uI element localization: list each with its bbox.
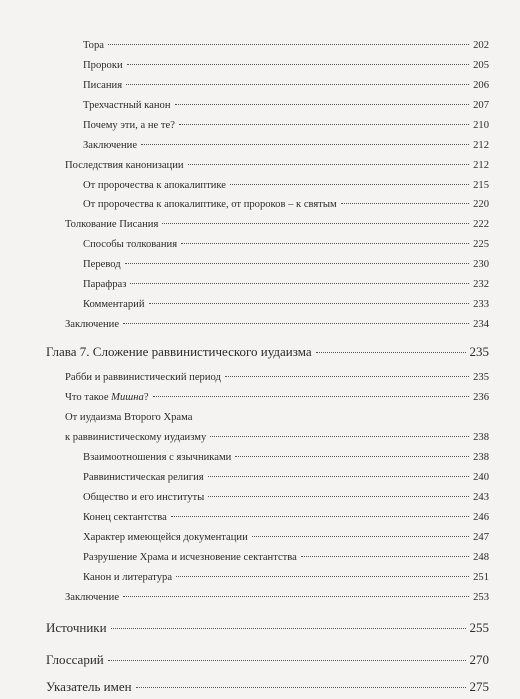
toc-entry-page: 238	[473, 452, 489, 463]
leader-dots	[141, 144, 469, 145]
toc-entry	[65, 432, 489, 443]
toc-entry	[83, 492, 489, 503]
leader-dots	[126, 84, 469, 85]
toc-entry	[65, 219, 489, 230]
leader-dots	[123, 596, 469, 597]
toc-entry	[83, 40, 489, 51]
toc-entry-page: 210	[473, 120, 489, 131]
toc-entry-page: 246	[473, 512, 489, 523]
leader-dots	[316, 352, 466, 353]
toc-entry-title: Рабби и раввинистический период	[65, 372, 221, 383]
toc-entry-title: Последствия канонизации	[65, 160, 184, 171]
leader-dots	[188, 164, 470, 165]
toc-entry	[83, 199, 489, 210]
toc-entry	[83, 572, 489, 583]
toc-entry-title: От пророчества к апокалиптике	[83, 180, 226, 191]
leader-dots	[136, 687, 466, 688]
toc-entry-title: Источники	[46, 620, 107, 635]
toc-entry-title: Заключение	[65, 592, 120, 603]
toc-entry	[83, 279, 489, 290]
section-heading	[46, 679, 489, 695]
toc-entry-page: 202	[473, 40, 489, 51]
leader-dots	[108, 660, 466, 661]
leader-dots	[125, 263, 469, 264]
toc-entry	[83, 472, 489, 483]
toc-entry-page: 240	[473, 472, 489, 483]
leader-dots	[208, 496, 469, 497]
toc-entry-page: 206	[473, 80, 489, 91]
toc-entry-page: 233	[473, 299, 489, 310]
toc-entry-title: Толкование Писания	[65, 219, 159, 230]
leader-dots	[127, 64, 469, 65]
toc-entry	[65, 392, 489, 403]
toc-entry-page: 251	[473, 572, 489, 583]
toc-entry-page: 248	[473, 552, 489, 563]
toc-entry-page: 215	[473, 180, 489, 191]
leader-dots	[179, 124, 469, 125]
leader-dots	[108, 44, 469, 45]
leader-dots	[208, 476, 469, 477]
toc-entry-page: 247	[473, 532, 489, 543]
toc-entry	[83, 100, 489, 111]
toc-entry	[83, 60, 489, 71]
toc-entry-page: 255	[469, 620, 489, 635]
leader-dots	[111, 628, 466, 629]
leader-dots	[225, 376, 469, 377]
toc-entry-page: 207	[473, 100, 489, 111]
toc-entry-title: Пророки	[83, 60, 123, 71]
toc-entry-title: Перевод	[83, 259, 121, 270]
toc-entry-page: 243	[473, 492, 489, 503]
toc-entry	[65, 160, 489, 171]
toc-entry-title: Парафраз	[83, 279, 127, 290]
section-heading	[46, 620, 489, 636]
toc-entry-title: Заключение	[65, 319, 120, 330]
toc-entry-page: 212	[473, 140, 489, 151]
toc-entry	[83, 532, 489, 543]
toc-entry-title: Канон и литература	[83, 572, 173, 583]
toc-entry	[83, 140, 489, 151]
toc-entry	[83, 259, 489, 270]
chapter-heading	[46, 344, 489, 360]
leader-dots	[162, 223, 469, 224]
toc-entry-title: Общество и его институты	[83, 492, 205, 503]
toc-entry	[83, 452, 489, 463]
toc-entry-title: Указатель имен	[46, 679, 132, 694]
toc-entry-page: 270	[469, 652, 489, 667]
leader-dots	[210, 436, 469, 437]
toc-entry-title: Писания	[83, 80, 123, 91]
toc-entry-page: 275	[469, 679, 489, 694]
toc-entry-page: 225	[473, 239, 489, 250]
toc-entry	[83, 239, 489, 250]
leader-dots	[235, 456, 469, 457]
toc-entry-title: Способы толкования	[83, 239, 178, 250]
toc-entry-page: 235	[473, 372, 489, 383]
toc-entry-title: Что такое Мишна?	[65, 392, 149, 403]
toc-entry-title: От иудаизма Второго Храма	[65, 412, 193, 423]
leader-dots	[181, 243, 469, 244]
toc-entry-title: Комментарий	[83, 299, 145, 310]
toc-entry	[83, 80, 489, 91]
toc-entry-page: 234	[473, 319, 489, 330]
toc-entry-title: Тора	[83, 40, 104, 51]
leader-dots	[176, 576, 469, 577]
toc-entry-title: Глава 7. Сложение раввинистического иудаизма	[46, 344, 312, 359]
toc-entry-page: 232	[473, 279, 489, 290]
toc-entry-title: От пророчества к апокалиптике, от пророков – к святым	[83, 199, 337, 210]
leader-dots	[341, 203, 469, 204]
toc-entry-title: Раввинистическая религия	[83, 472, 204, 483]
leader-dots	[153, 396, 470, 397]
toc-entry-title: Трехчастный канон	[83, 100, 171, 111]
leader-dots	[175, 104, 470, 105]
toc-entry-page: 212	[473, 160, 489, 171]
toc-entry-title: к раввинистическому иудаизму	[65, 432, 207, 443]
leader-dots	[123, 323, 469, 324]
toc-entry-page: 222	[473, 219, 489, 230]
toc-entry	[83, 299, 489, 310]
toc-entry	[65, 372, 489, 383]
toc-entry-page: 230	[473, 259, 489, 270]
toc-entry-page: 253	[473, 592, 489, 603]
toc-entry-title: Заключение	[83, 140, 138, 151]
toc-entry-page: 220	[473, 199, 489, 210]
toc-entry-page: 235	[469, 344, 489, 359]
section-heading	[46, 652, 489, 668]
toc-entry-page: 205	[473, 60, 489, 71]
toc-entry	[65, 412, 489, 423]
toc-entry-title: Разрушение Храма и исчезновение сектантства	[83, 552, 297, 563]
toc-entry-page: 236	[473, 392, 489, 403]
toc-entry-page: 238	[473, 432, 489, 443]
leader-dots	[301, 556, 469, 557]
leader-dots	[171, 516, 469, 517]
leader-dots	[230, 184, 469, 185]
toc-entry	[83, 180, 489, 191]
toc-entry	[65, 319, 489, 330]
toc-entry	[65, 592, 489, 603]
leader-dots	[130, 283, 469, 284]
toc-entry-title: Взаимоотношения с язычниками	[83, 452, 232, 463]
toc-entry-title: Глоссарий	[46, 652, 104, 667]
toc-entry-title: Почему эти, а не те?	[83, 120, 175, 131]
toc-entry	[83, 120, 489, 131]
toc-entry-title: Конец сектантства	[83, 512, 167, 523]
toc-entry-title: Характер имеющейся документации	[83, 532, 248, 543]
toc-entry	[83, 512, 489, 523]
toc-entry	[83, 552, 489, 563]
leader-dots	[149, 303, 470, 304]
leader-dots	[252, 536, 469, 537]
